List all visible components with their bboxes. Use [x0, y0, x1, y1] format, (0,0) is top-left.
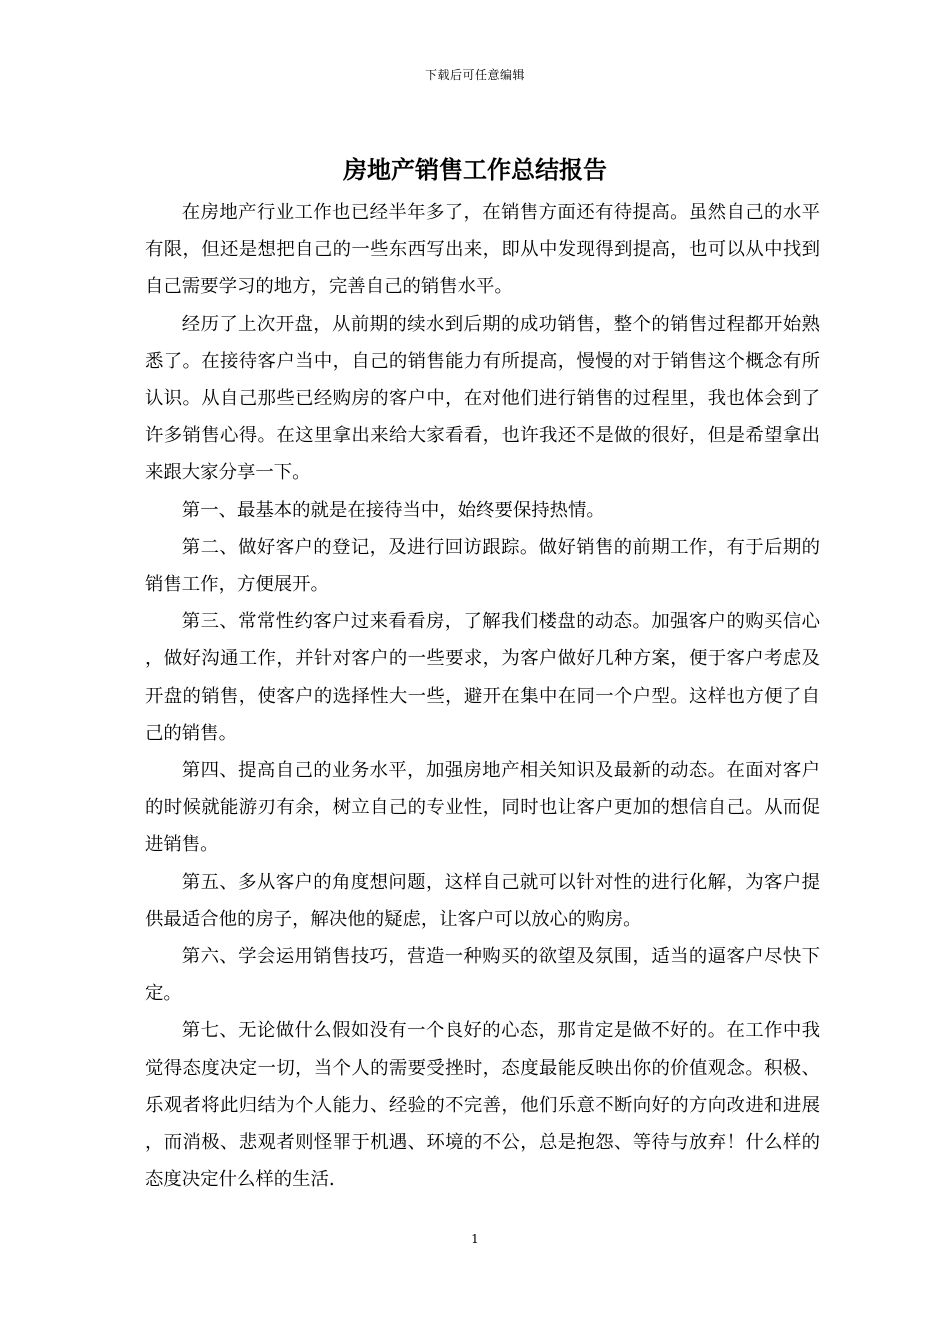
paragraph-point-7: 第七、无论做什么假如没有一个良好的心态，那肯定是做不好的。在工作中我觉得态度决定一切，当个人的需要受挫时，态度最能反映出你的价值观念。积极、乐观者将此归结为个人能力、经验的不完善，他们乐意不断向好的方向改进和进展，而消极、悲观者则怪罪于机遇、环境的不公，总是抱怨、等待与放弃！什么样的态度决定什么样的生活. — [145, 1020, 820, 1191]
header-note: 下载后可任意编辑 — [424, 68, 525, 82]
document-title: 房地产销售工作总结报告 — [343, 156, 607, 184]
paragraph-intro: 在房地产行业工作也已经半年多了，在销售方面还有待提高。虽然自己的水平有限，但还是想把自己的一些东西写出来，即从中发现得到提高，也可以从中找到自己需要学习的地方，完善自己的销售水平。 — [145, 202, 820, 298]
page-number: 1 — [471, 1232, 479, 1246]
paragraph-point-2: 第二、做好客户的登记，及进行回访跟踪。做好销售的前期工作，有于后期的销售工作，方便展开。 — [145, 536, 820, 596]
paragraph-point-6: 第六、学会运用销售技巧，营造一种购买的欲望及氛围，适当的逼客户尽快下定。 — [145, 946, 820, 1005]
paragraph-experience: 经历了上次开盘，从前期的续水到后期的成功销售，整个的销售过程都开始熟悉了。在接待客户当中，自己的销售能力有所提高，慢慢的对于销售这个概念有所认识。从自己那些已经购房的客户中，在对他们进行销售的过程里，我也体会到了许多销售心得。在这里拿出来给大家看看，也许我还不是做的很好，但是希望拿出来跟大家分享一下。 — [145, 313, 820, 484]
paragraph-point-3: 第三、常常性约客户过来看看房，了解我们楼盘的动态。加强客户的购买信心，做好沟通工作，并针对客户的一些要求，为客户做好几种方案，便于客户考虑及开盘的销售，使客户的选择性大一些，避开在集中在同一个户型。这样也方便了自己的销售。 — [145, 611, 820, 744]
paragraph-point-5: 第五、多从客户的角度想问题，这样自己就可以针对性的进行化解，为客户提供最适合他的房子，解决他的疑虑，让客户可以放心的购房。 — [145, 871, 820, 930]
document-body — [145, 194, 820, 1198]
paragraph-point-4: 第四、提高自己的业务水平，加强房地产相关知识及最新的动态。在面对客户的时候就能游刃有余，树立自己的专业性，同时也让客户更加的想信自己。从而促进销售。 — [145, 760, 820, 856]
paragraph-point-1: 第一、最基本的就是在接待当中，始终要保持热情。 — [181, 499, 605, 521]
